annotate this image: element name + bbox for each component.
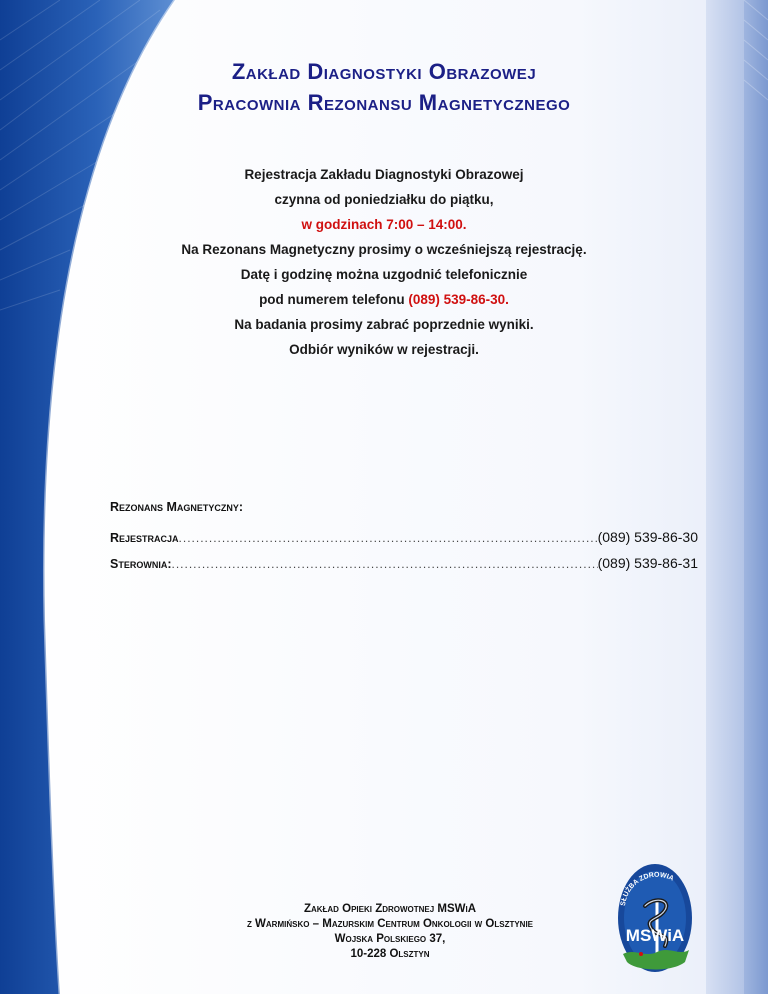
mswia-logo-icon <box>615 862 695 977</box>
registration-phone: (089) 539-86-30. <box>408 292 509 307</box>
contacts-heading: Rezonans Magnetyczny: <box>110 500 244 514</box>
footer-city: 10-228 Olsztyn <box>350 948 430 960</box>
footer-street: Wojska Polskiego 37, <box>334 933 446 945</box>
info-line-2: czynna od poniedziałku do piątku, <box>274 192 494 207</box>
dot-leader <box>172 551 598 577</box>
title-line-lab: Pracownia Rezonansu Magnetycznego <box>197 90 571 115</box>
info-line-5: Datę i godzinę można uzgodnić telefonicznie <box>240 267 528 282</box>
info-line-1: Rejestracja Zakładu Diagnostyki Obrazowej <box>244 167 524 182</box>
opening-hours: w godzinach 7:00 – 14:00. <box>301 217 467 232</box>
footer-address <box>140 902 640 962</box>
info-line-6 <box>0 287 768 312</box>
svg-text:SŁUŻBA ZDROWIA: SŁUŻBA ZDROWIA <box>619 871 675 907</box>
dot-leader <box>179 525 598 551</box>
title-line-department: Zakład Diagnostyki Obrazowej <box>231 59 537 84</box>
svg-text:MSWiA: MSWiA <box>625 926 685 945</box>
contact-phone: (089) 539-86-30 <box>597 529 698 545</box>
footer-subtitle: z Warmińsko – Mazurskim Centrum Onkologii w Olsztynie <box>246 918 534 930</box>
footer-institution: Zakład Opieki Zdrowotnej MSWiA <box>303 903 477 915</box>
info-line-8: Odbiór wyników w rejestracji. <box>289 342 479 357</box>
registration-info <box>0 162 768 362</box>
contact-label: Rejestracja <box>110 531 179 545</box>
contact-row-control-room <box>110 550 698 576</box>
info-line-4: Na Rezonans Magnetyczny prosimy o wcześniejszą rejestrację. <box>181 242 587 257</box>
contacts-section <box>110 500 698 576</box>
contact-row-registration <box>110 524 698 550</box>
contact-label: Sterownia: <box>110 557 172 571</box>
phone-prefix: pod numerem telefonu <box>259 292 405 307</box>
contact-phone: (089) 539-86-31 <box>597 555 698 571</box>
info-line-7: Na badania prosimy zabrać poprzednie wyniki. <box>234 317 534 332</box>
page-title <box>0 56 768 118</box>
